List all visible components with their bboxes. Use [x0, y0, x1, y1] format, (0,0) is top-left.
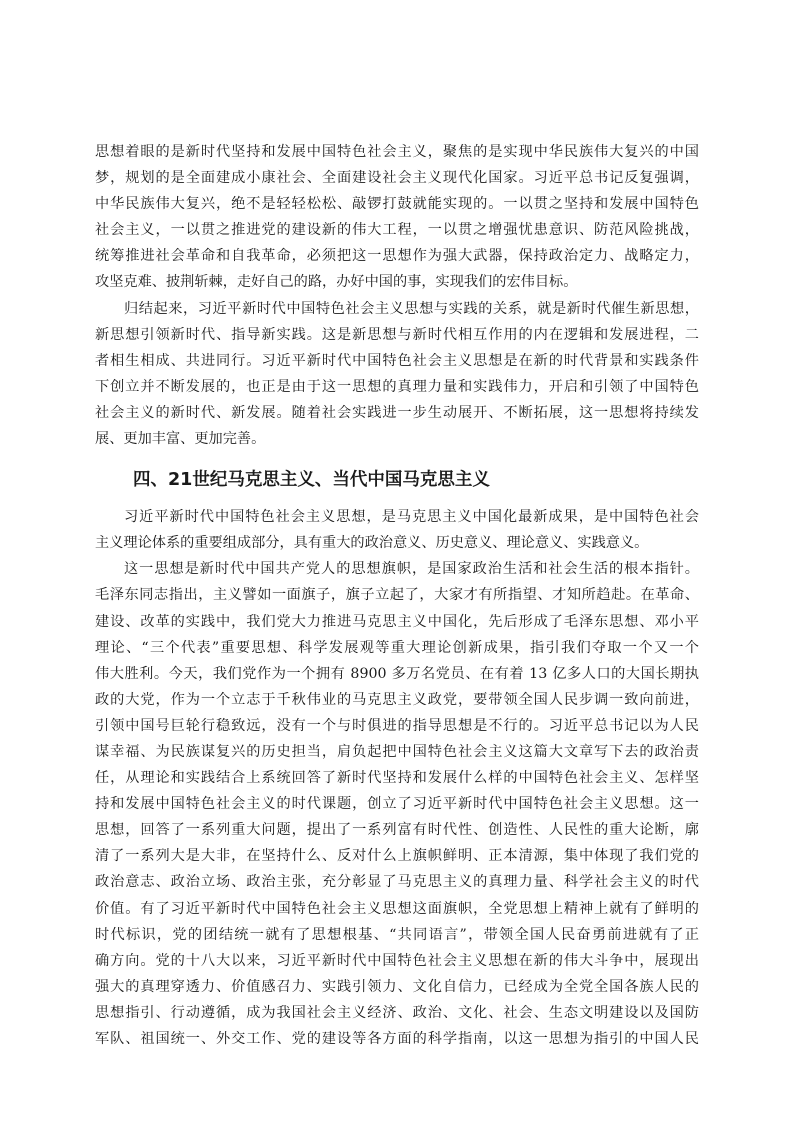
text-line: 思想指引、行动遵循，成为我国社会主义经济、政治、文化、社会、生态文明建设以及国防 — [95, 1004, 699, 1021]
paragraph — [95, 296, 699, 453]
paragraph — [95, 556, 699, 1052]
text-line: 理论、“三个代表”重要思想、科学发展观等重大理论创新成果，指引我们夺取一个又一个 — [95, 639, 699, 656]
text-line: 毛泽东同志指出，主义譬如一面旗子，旗子立起了，大家才有所指望、才知所趋赴。在革命、 — [95, 587, 699, 604]
text-line: 下创立并不断发展的，也正是由于这一思想的真理力量和实践伟力，开启和引领了中国特色 — [95, 378, 699, 395]
text-line: 思想，回答了一系列重大问题，提出了一系列富有时代性、创造性、人民性的重大论断，廓 — [95, 822, 699, 839]
paragraph — [95, 504, 699, 556]
text-line: 强大的真理穿透力、价值感召力、实践引领力、文化自信力，已经成为全党全国各族人民的 — [95, 978, 699, 995]
text-line: 时代标识，党的团结统一就有了思想根基、“共同语言”，带领全国人民奋勇前进就有了正 — [95, 926, 699, 943]
text-line: 新思想引领新时代、指导新实践。这是新思想与新时代相互作用的内在逻辑和发展进程，二 — [95, 326, 699, 343]
text-line: 主义理论体系的重要组成部分，具有重大的政治意义、历史意义、理论意义、实践意义。 — [95, 535, 649, 552]
text-line: 价值。有了习近平新时代中国特色社会主义思想这面旗帜，全党思想上精神上就有了鲜明的 — [95, 900, 699, 917]
text-line: 思想着眼的是新时代坚持和发展中国特色社会主义，聚焦的是实现中华民族伟大复兴的中国 — [95, 144, 699, 160]
document-page — [95, 139, 699, 1052]
text-line: 伟大胜利。今天，我们党作为一个拥有 8900 多万名党员、在有着 13 亿多人口的大国长期执 — [95, 665, 699, 682]
text-line: 政治意志、政治立场、政治主张，充分彰显了马克思主义的真理力量、科学社会主义的时代 — [95, 874, 699, 891]
paragraph — [95, 139, 699, 296]
text-line: 军队、祖国统一、外交工作、党的建设等各方面的科学指南，以这一思想为指引的中国人民 — [95, 1031, 699, 1047]
text-line: 建设、改革的实践中，我们党大力推进马克思主义中国化，先后形成了毛泽东思想、邓小平 — [95, 613, 699, 630]
text-line: 梦，规划的是全面建成小康社会、全面建设社会主义现代化国家。习近平总书记反复强调， — [95, 170, 699, 187]
text-line: 清了一系列大是大非，在坚持什么、反对什么上旗帜鲜明、正本清源，集中体现了我们党的 — [95, 848, 699, 865]
text-line: 这一思想是新时代中国共产党人的思想旗帜，是国家政治生活和社会生活的根本指针。 — [124, 561, 699, 578]
text-line: 谋幸福、为民族谋复兴的历史担当，肩负起把中国特色社会主义这篇大文章写下去的政治责 — [95, 743, 699, 760]
text-line: 政的大党，作为一个立志于千秋伟业的马克思主义政党，要带领全国人民步调一致向前进， — [95, 691, 699, 708]
text-line: 持和发展中国特色社会主义的时代课题，创立了习近平新时代中国特色社会主义思想。这一 — [95, 796, 699, 813]
text-line: 任，从理论和实践结合上系统回答了新时代坚持和发展什么样的中国特色社会主义、怎样坚 — [95, 770, 699, 787]
text-line: 确方向。党的十八大以来，习近平新时代中国特色社会主义思想在新的伟大斗争中，展现出 — [95, 952, 699, 969]
spacer — [95, 452, 699, 462]
text-line: 中华民族伟大复兴，绝不是轻轻松松、敲锣打鼓就能实现的。一以贯之坚持和发展中国特色 — [95, 196, 699, 213]
text-line: 引领中国号巨轮行稳致远，没有一个与时俱进的指导思想是不行的。习近平总书记以为人民 — [95, 717, 699, 734]
text-line: 社会主义，一以贯之推进党的建设新的伟大工程，一以贯之增强忧患意识、防范风险挑战， — [95, 222, 699, 239]
text-line: 攻坚克难、披荆斩棘，走好自己的路，办好中国的事，实现我们的宏伟目标。 — [95, 274, 578, 291]
text-line: 展、更加丰富、更加完善。 — [95, 431, 266, 448]
text-line: 习近平新时代中国特色社会主义思想，是马克思主义中国化最新成果，是中国特色社会 — [124, 509, 699, 526]
text-line: 归结起来，习近平新时代中国特色社会主义思想与实践的关系，就是新时代催生新思想， — [124, 300, 699, 317]
text-line: 者相生相成、共进同行。习近平新时代中国特色社会主义思想是在新的时代背景和实践条件 — [95, 352, 699, 369]
text-line: 社会主义的新时代、新发展。随着社会实践进一步生动展开、不断拓展，这一思想将持续发 — [95, 404, 699, 421]
section-heading: 四、21世纪马克思主义、当代中国马克思主义 — [133, 470, 490, 491]
text-line: 统筹推进社会革命和自我革命，必须把这一思想作为强大武器，保持政治定力、战略定力， — [95, 248, 699, 265]
